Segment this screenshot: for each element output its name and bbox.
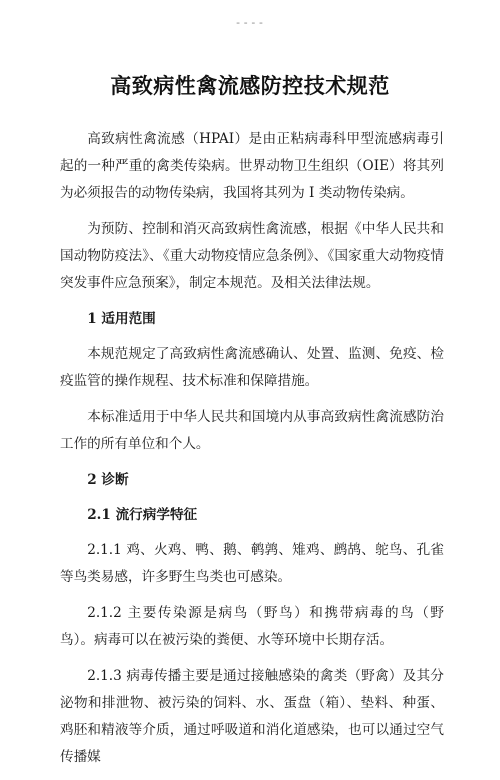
section-heading-scope: 1 适用范围: [87, 311, 156, 327]
section-heading-diagnosis: 2 诊断: [87, 472, 129, 488]
paragraph-intro: 高致病性禽流感（HPAI）是由正粘病毒科甲型流感病毒引起的一种严重的禽类传染病。世界动物卫生组织（OIE）将其列为必须报告的动物传染病，我国将其列为 I 类动物传染病。: [60, 131, 444, 201]
subsection-heading-epidemiology: 2.1 流行病学特征: [87, 507, 198, 523]
paragraph-2-1-1: 2.1.1 鸡、火鸡、鸭、鹅、鹌鹑、雉鸡、鹧鸪、鸵鸟、孔雀等鸟类易感，许多野生鸟类也可感染。: [60, 542, 444, 585]
paragraph-scope-applicability: 本标准适用于中华人民共和国境内从事高致病性禽流感防治工作的所有单位和个人。: [60, 409, 444, 452]
paragraph-2-1-2: 2.1.2 主要传染源是病鸟（野鸟）和携带病毒的鸟（野鸟）。病毒可以在被污染的粪便、水等环境中长期存活。: [60, 605, 444, 648]
document-body: [60, 126, 444, 780]
paragraph-2-1-3: 2.1.3 病毒传播主要是通过接触感染的禽类（野禽）及其分泌物和排泄物、被污染的饲料、水、蛋盘（箱）、垫料、种蛋、鸡胚和精液等介质，通过呼吸道和消化道感染，也可以通过空气传播媒: [60, 668, 444, 765]
paragraph-basis: 为预防、控制和消灭高致病性禽流感，根据《中华人民共和国动物防疫法》、《重大动物疫情应急条例》、《国家重大动物疫情突发事件应急预案》，制定本规范。及相关法律法规。: [60, 221, 444, 291]
paragraph-scope-content: 本规范规定了高致病性禽流感确认、处置、监测、免疫、检疫监管的操作规程、技术标准和保障措施。: [60, 346, 444, 389]
document-title: 高致病性禽流感防控技术规范: [110, 73, 390, 98]
header-mark: ----: [234, 16, 266, 29]
